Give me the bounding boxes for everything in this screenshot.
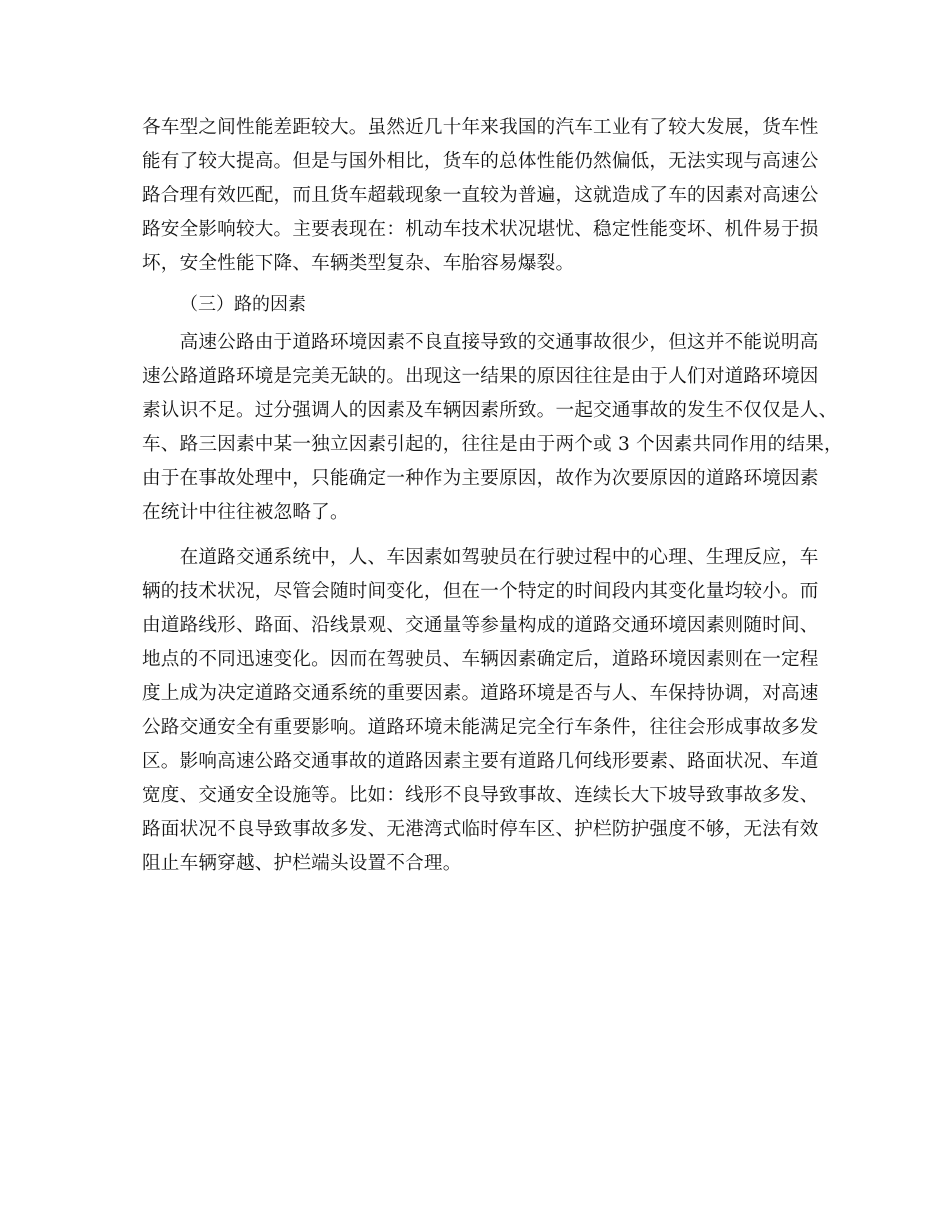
paragraph-2-line-2: 速公路道路环境是完美无缺的。出现这一结果的原因往往是由于人们对道路环境因 — [142, 366, 819, 387]
paragraph-3-line-7: 区。影响高速公路交通事故的道路因素主要有道路几何线形要素、路面状况、车道 — [142, 751, 819, 772]
paragraph-3-line-10: 阻止车辆穿越、护栏端头设置不合理。 — [142, 853, 462, 874]
paragraph-3-line-4: 地点的不同迅速变化。因而在驾驶员、车辆因素确定后，道路环境因素则在一定程 — [142, 649, 819, 670]
paragraph-2-line-1: 高速公路由于道路环境因素不良直接导致的交通事故很少，但这并不能说明高 — [142, 332, 819, 353]
paragraph-3-line-9: 路面状况不良导致事故多发、无港湾式临时停车区、护栏防护强度不够，无法有效 — [142, 819, 819, 840]
paragraph-2-line-4: 车、路三因素中某一独立因素引起的，往往是由于两个或 3 个因素共同作用的结果， — [142, 434, 843, 455]
paragraph-2-line-6: 在统计中往往被忽略了。 — [142, 502, 349, 523]
paragraph-1-line-2: 能有了较大提高。但是与国外相比，货车的总体性能仍然偏低，无法实现与高速公 — [142, 151, 819, 172]
paragraph-3-line-6: 公路交通安全有重要影响。道路环境未能满足完全行车条件，往往会形成事故多发 — [142, 717, 819, 738]
section-heading: （三）路的因素 — [180, 294, 306, 315]
paragraph-1-line-3: 路合理有效匹配，而且货车超载现象一直较为普遍，这就造成了车的因素对高速公 — [142, 185, 819, 206]
paragraph-2-line-5: 由于在事故处理中，只能确定一种作为主要原因，故作为次要原因的道路环境因素 — [142, 468, 819, 489]
paragraph-3-line-1: 在道路交通系统中，人、车因素如驾驶员在行驶过程中的心理、生理反应，车 — [142, 547, 819, 568]
paragraph-1-line-4: 路安全影响较大。主要表现在：机动车技术状况堪忧、稳定性能变坏、机件易于损 — [142, 219, 819, 240]
paragraph-3-line-5: 度上成为决定道路交通系统的重要因素。道路环境是否与人、车保持协调，对高速 — [142, 683, 819, 704]
paragraph-1-line-5: 坏，安全性能下降、车辆类型复杂、车胎容易爆裂。 — [142, 253, 575, 274]
paragraph-3-line-2: 辆的技术状况，尽管会随时间变化，但在一个特定的时间段内其变化量均较小。而 — [142, 581, 819, 602]
paragraph-1-line-1: 各车型之间性能差距较大。虽然近几十年来我国的汽车工业有了较大发展，货车性 — [142, 117, 819, 138]
paragraph-3-line-8: 宽度、交通安全设施等。比如：线形不良导致事故、连续长大下坡导致事故多发、 — [142, 785, 819, 806]
paragraph-2-line-3: 素认识不足。过分强调人的因素及车辆因素所致。一起交通事故的发生不仅仅是人、 — [142, 400, 838, 421]
paragraph-3-line-3: 由道路线形、路面、沿线景观、交通量等参量构成的道路交通环境因素则随时间、 — [142, 615, 819, 636]
